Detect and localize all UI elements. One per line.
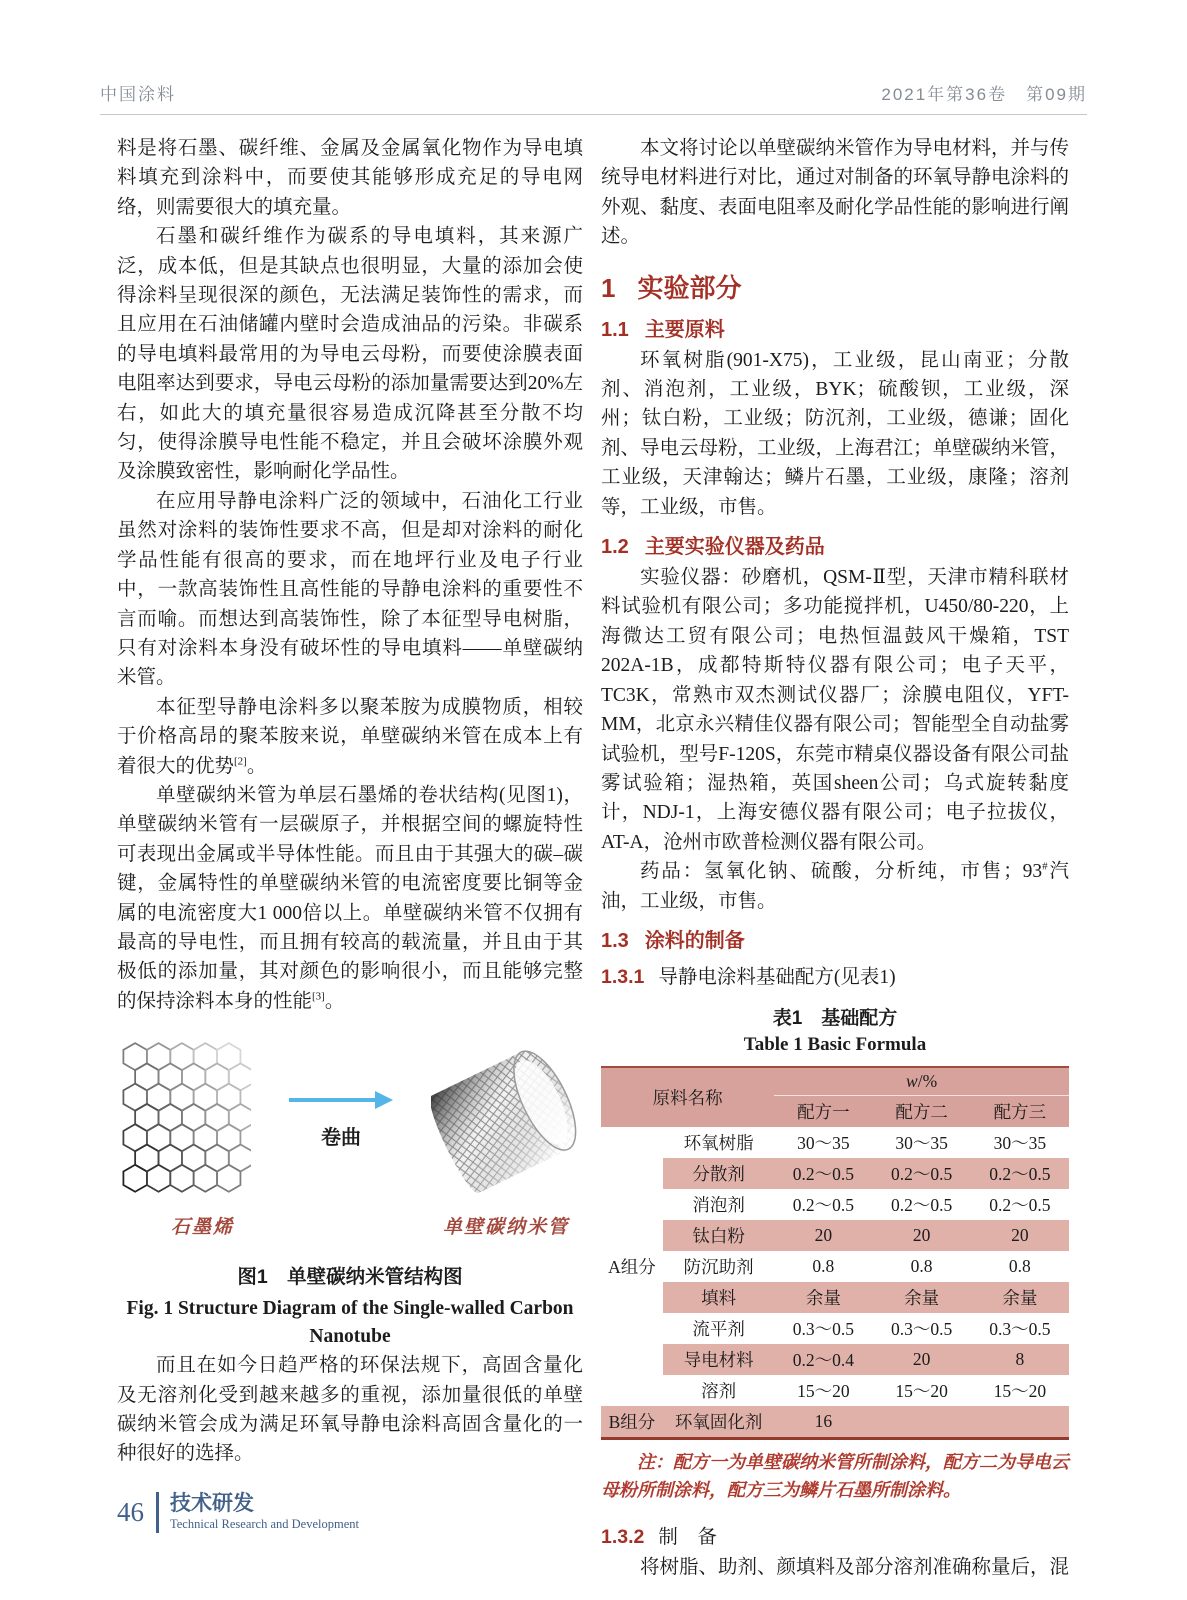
table-row <box>601 1220 1069 1251</box>
subsection-heading-1-2 <box>601 530 1069 559</box>
section-title: 主要原料 <box>644 318 725 341</box>
nanotube-image <box>431 1035 583 1203</box>
section-title: 制 备 <box>658 1525 717 1548</box>
table-row <box>601 1282 1069 1313</box>
table-group-b: B组分 <box>601 1406 663 1439</box>
section-number: 1.3.2 <box>601 1525 645 1548</box>
table-header-formula-1: 配方一 <box>774 1095 872 1127</box>
figure-label-graphene: 石墨烯 <box>171 1217 235 1239</box>
table-value: 20 <box>872 1344 970 1375</box>
table-note <box>601 1448 1069 1505</box>
right-arrow-icon <box>289 1089 393 1111</box>
graphene-lattice-image <box>117 1040 251 1198</box>
table-value: 余量 <box>872 1282 970 1313</box>
w-unit: /% <box>917 1070 938 1091</box>
w-symbol: w <box>906 1070 918 1091</box>
subsection-heading-1-3-2 <box>601 1521 1069 1549</box>
superscript-hash: # <box>1042 860 1048 873</box>
figure-labels <box>117 1212 583 1239</box>
paragraph: 石墨和碳纤维作为碳系的导电填料，其来源广泛，成本低，但是其缺点也很明显，大量的添加会使得涂料呈现很深的颜色，无法满足装饰性的需求，而且应用在石油储罐内壁时会造成油品的污染。非碳系的导电填料最常用的为导电云母粉，而要使涂膜表面电阻率达到要求，导电云母粉的添加量需要达到20%左右，如此大的填充量很容易造成沉降甚至分散不均匀，使得涂膜导电性能不稳定，并且会破坏涂膜外观及涂膜致密性，影响耐化学品性。 <box>117 226 583 483</box>
table-material-name: 导电材料 <box>663 1344 774 1375</box>
table-material-name: 分散剂 <box>663 1158 774 1189</box>
table-value: 0.2～0.5 <box>989 1194 1051 1215</box>
table-row <box>601 1375 1069 1406</box>
paragraph-text: 。 <box>246 755 267 777</box>
section-number: 1.1 <box>601 318 629 341</box>
table-value: 0.3～0.5 <box>792 1318 854 1339</box>
table-material-name: 环氧固化剂 <box>663 1406 774 1439</box>
table-row <box>601 1158 1069 1189</box>
section-number: 1.3 <box>601 929 629 952</box>
table-value <box>971 1406 1069 1439</box>
table-value: 0.3～0.5 <box>989 1318 1051 1339</box>
footer-section-en: Technical Research and Development <box>170 1517 359 1531</box>
figure-label-nanotube: 单壁碳纳米管 <box>442 1217 569 1239</box>
hexagon-cell <box>170 1165 193 1192</box>
table-material-name: 填料 <box>663 1282 774 1313</box>
section-number: 1.2 <box>601 536 629 559</box>
section-title: 涂料的制备 <box>644 929 745 952</box>
paragraph-text: 汽油，工业级，市售。 <box>601 861 1069 912</box>
table-header-formula-3: 配方三 <box>971 1095 1069 1127</box>
table-material-name: 流平剂 <box>692 1318 745 1339</box>
section-title: 主要实验仪器及药品 <box>644 536 825 559</box>
paragraph-text: 药品：氢氧化钠、硫酸，分析纯，市售；93 <box>640 861 1043 883</box>
hexagon-cell <box>194 1165 217 1192</box>
table-value: 余量 <box>971 1282 1069 1313</box>
citation-ref: [3] <box>312 990 325 1003</box>
table-value: 16 <box>774 1406 872 1439</box>
table-material-name: 环氧树脂 <box>683 1132 754 1153</box>
table-row <box>601 1127 1069 1158</box>
table-header-material: 原料名称 <box>601 1067 774 1127</box>
figure-caption-en <box>117 1295 583 1351</box>
table-value: 0.2～0.5 <box>890 1194 953 1215</box>
figure-graphics <box>117 1034 583 1204</box>
table-value: 30～35 <box>797 1132 850 1153</box>
issue-info: 2021年第36卷 第09期 <box>881 85 1087 104</box>
table-value <box>872 1406 970 1439</box>
table-value: 0.2～0.5 <box>792 1194 854 1215</box>
hexagon-cell <box>123 1165 146 1192</box>
section-heading-1 <box>601 268 1069 305</box>
table-value: 0.2～0.4 <box>774 1344 872 1375</box>
paragraph: 在应用导静电涂料广泛的领域中，石油化工行业虽然对涂料的装饰性要求不高，但是却对涂料的耐化学品性能有很高的要求，而在地坪行业及电子行业中，一款高装饰性且高性能的导静电涂料的重要性不言而喻。而想达到高装饰性，除了本征型导电树脂，只有对涂料本身没有破坏性的导电填料——单壁碳纳米管。 <box>117 490 583 689</box>
table-group-a: A组分 <box>601 1127 663 1406</box>
page-number: 46 <box>117 1497 144 1527</box>
figure-caption-zh: 图1 单壁碳纳米管结构图 <box>237 1266 463 1289</box>
table-value: 30～35 <box>993 1132 1047 1153</box>
curl-label: 卷曲 <box>321 1126 361 1149</box>
table-caption-zh: 表1 基础配方 <box>772 1007 898 1029</box>
table-material-name: 消泡剂 <box>692 1194 745 1215</box>
paragraph: 而且在如今日趋严格的环保法规下，高固含量化及无溶剂化受到越来越多的重视，添加量很低的单壁碳纳米管会成为满足环氧导静电涂料高固含量化的一种很好的选择。 <box>117 1355 583 1465</box>
section-number: 1.3.1 <box>601 965 645 988</box>
table-value: 20 <box>774 1220 872 1251</box>
table-value: 20 <box>971 1220 1069 1251</box>
paragraph: 本文将讨论以单壁碳纳米管作为导电材料，并与传统导电材料进行对比，通过对制备的环氧导静电涂料的外观、黏度、表面电阻率及耐化学品性能的影响进行阐述。 <box>601 138 1070 248</box>
table-header-w <box>774 1067 1069 1096</box>
paragraph-text: 单壁碳纳米管为单层石墨烯的卷状结构(见图1)，单壁碳纳米管有一层碳原子，并根据空间的螺旋特性可表现出金属或半导体性能。而且由于其强大的碳–碳键，金属特性的单壁碳纳米管的电流密度要比铜等金属的电流密度大1 000倍以上。单壁碳纳米管不仅拥有最高的导电性，而且拥有较高的载流量，并且由于其极低的添加量，其对颜色的影响很小，而且能够完整的保持涂料本身的性能 <box>117 784 583 1012</box>
paragraph-text: 。 <box>324 990 345 1012</box>
paragraph-text: 本征型导静电涂料多以聚苯胺为成膜物质，相较于价格高昂的聚苯胺来说，单壁碳纳米管在成本上有着很大的优势 <box>117 696 583 777</box>
paragraph <box>601 857 1069 916</box>
citation-ref: [2] <box>234 755 247 768</box>
paragraph: 实验仪器：砂磨机，QSM-Ⅱ型，天津市精科联材料试验机有限公司；多功能搅拌机，U450/80-220，上海微达工贸有限公司；电热恒温鼓风干燥箱，TST 202A-1B，成都特斯特仪器有限公司；电子天平，TC3K，常熟市双杰测试仪器厂；涂膜电阻仪，YFT-MM，北京永兴精佳仪器有限公司；智能型全自动盐雾试验机，型号F-120S，东莞市精桌仪器设备有限公司盐雾试验箱；湿热箱，英国sheen公司；乌式旋转黏度计，NDJ-1，上海安德仪器有限公司；电子拉拔仪，AT-A，沧州市欧普检测仪器有限公司。 <box>601 567 1069 853</box>
section-number: 1 <box>601 272 616 303</box>
figure-caption-en-line1: Fig. 1 Structure Diagram of the Single-walled Carbon <box>126 1298 574 1320</box>
paragraph <box>117 693 583 781</box>
page-header <box>100 80 1087 115</box>
table-caption-en: Table 1 Basic Formula <box>743 1033 927 1055</box>
table-header-formula-2: 配方二 <box>872 1095 970 1127</box>
table-value: 0.2～0.5 <box>872 1158 970 1189</box>
paragraph <box>117 781 583 1016</box>
hexagon-cell <box>147 1165 170 1192</box>
table-value: 15～20 <box>895 1380 948 1401</box>
section-title: 实验部分 <box>637 272 742 303</box>
footer-section <box>159 1492 359 1533</box>
table-row <box>601 1189 1069 1220</box>
table-material-name: 钛白粉 <box>663 1220 774 1251</box>
hexagon-cell <box>217 1165 240 1192</box>
paragraph: 环氧树脂(901-X75)，工业级，昆山南亚；分散剂、消泡剂，工业级，BYK；硫酸钡，工业级，深州；钛白粉，工业级；防沉剂，工业级，德谦；固化剂、导电云母粉，工业级，上海君江；单壁碳纳米管，工业级，天津翰达；鳞片石墨，工业级，康隆；溶剂等，工业级，市售。 <box>601 349 1070 518</box>
table-row-b <box>601 1406 1069 1439</box>
table-value: 0.8 <box>812 1255 835 1276</box>
table-head <box>601 1067 1069 1127</box>
subsection-heading-1-3 <box>601 924 1069 953</box>
table-value: 0.3～0.5 <box>890 1318 953 1339</box>
note-text: 注：配方一为单壁碳纳米管所制涂料，配方二为导电云母粉所制涂料，配方三为鳞片石墨所制涂料。 <box>601 1451 1069 1501</box>
table-material-name: 溶剂 <box>701 1380 737 1401</box>
table-value: 0.8 <box>910 1255 933 1276</box>
table-row <box>601 1251 1069 1282</box>
table-value: 20 <box>872 1220 970 1251</box>
paragraph: 将树脂、助剂、颜填料及部分溶剂准确称量后，混 <box>640 1556 1070 1578</box>
formula-table <box>601 1066 1069 1440</box>
table-value: 0.8 <box>1008 1255 1031 1276</box>
page-footer <box>117 1492 359 1533</box>
subsection-heading-1-1 <box>601 313 1069 342</box>
table-value: 余量 <box>774 1282 872 1313</box>
journal-name: 中国涂料 <box>100 85 176 104</box>
table-value: 15～20 <box>993 1380 1047 1401</box>
table-row <box>601 1344 1069 1375</box>
table-value: 0.2～0.5 <box>971 1158 1069 1189</box>
paragraph: 料是将石墨、碳纤维、金属及金属氧化物作为导电填料填充到涂料中，而要使其能够形成充足的导电网络，则需要很大的填充量。 <box>117 138 583 218</box>
section-title: 导静电涂料基础配方(见表1) <box>658 966 896 988</box>
left-column <box>117 134 583 1469</box>
table-row <box>601 1313 1069 1344</box>
table-value: 30～35 <box>895 1132 948 1153</box>
subsection-heading-1-3-1 <box>601 961 1069 989</box>
table-value: 0.2～0.5 <box>774 1158 872 1189</box>
table-value: 8 <box>971 1344 1069 1375</box>
footer-section-zh: 技术研发 <box>170 1492 254 1515</box>
figure-1 <box>117 1034 583 1351</box>
right-column <box>601 134 1069 1582</box>
curl-arrow-group <box>286 1089 396 1150</box>
table-material-name: 防沉助剂 <box>683 1256 754 1277</box>
table-value: 15～20 <box>797 1380 850 1401</box>
table-body <box>601 1127 1069 1439</box>
figure-caption-en-line2: Nanotube <box>309 1326 391 1348</box>
